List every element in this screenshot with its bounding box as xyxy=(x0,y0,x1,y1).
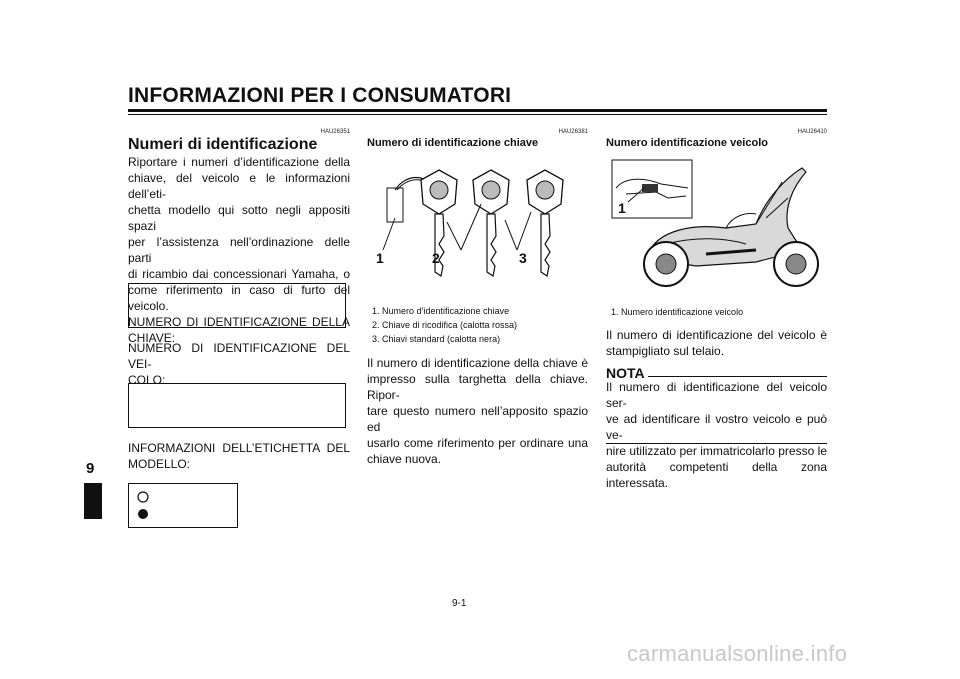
section-code: HAU26351 xyxy=(320,129,350,135)
note-rule-top xyxy=(648,376,827,377)
vehicle-number-box xyxy=(128,383,346,428)
caption-line: 2. Chiave di ricodifica (calotta rossa) xyxy=(372,320,518,330)
section-code: HAU26381 xyxy=(558,129,588,135)
section-heading: Numero identificazione veicolo xyxy=(606,137,768,149)
note-rule-bottom xyxy=(606,443,827,444)
text-line: Il numero di identificazione del veicolo è xyxy=(606,328,827,342)
key-2 xyxy=(473,170,509,276)
text-line: autorità competenti della zona interessata. xyxy=(606,460,827,490)
text-line: di ricambio dai concessionari Yamaha, o xyxy=(128,267,350,281)
text-line: per l’assistenza nell’ordinazione delle parti xyxy=(128,235,350,265)
filled-circle-icon xyxy=(138,509,148,519)
figure-captions xyxy=(372,304,588,346)
text-line: NUMERO DI IDENTIFICAZIONE DELLA xyxy=(128,315,350,329)
vehicle-body-paragraph xyxy=(606,327,827,359)
text-line: chetta modello qui sotto negli appositi spazi xyxy=(128,203,350,233)
figure-label-1: 1 xyxy=(376,250,384,266)
key-body-paragraph xyxy=(367,355,588,467)
text-line: Il numero di identificazione del veicolo ser- xyxy=(606,380,827,410)
text-line: chiave nuova. xyxy=(367,452,442,466)
text-line: nire utilizzato per immatricolarlo presso le xyxy=(606,444,827,458)
text-line: Il numero di identificazione della chiave è xyxy=(367,356,588,370)
model-label-symbols xyxy=(129,484,237,527)
figure-label-3: 3 xyxy=(519,250,527,266)
text-line: usarlo come riferimento per ordinare una xyxy=(367,436,588,450)
text-line: come riferimento in caso di furto del veicolo. xyxy=(128,283,350,313)
text-line: ve ad identificare il vostro veicolo e può ve- xyxy=(606,412,827,442)
text-line: CHIAVE: xyxy=(128,331,176,345)
text-line: Riportare i numeri d’identificazione della xyxy=(128,155,350,169)
keys-illustration xyxy=(367,162,589,298)
text-line: COLO: xyxy=(128,373,166,387)
figure-caption: 1. Numero identificazione veicolo xyxy=(611,307,744,317)
key-number-box xyxy=(128,283,346,328)
text-line: chiave, del veicolo e le informazioni dell’eti- xyxy=(128,171,350,201)
text-line: stampigliato sul telaio. xyxy=(606,344,725,358)
figure-label-2: 2 xyxy=(432,250,440,266)
figure-label-1: 1 xyxy=(618,200,626,216)
section-heading: Numero di identificazione chiave xyxy=(367,137,539,149)
text-line: NUMERO DI IDENTIFICAZIONE DEL VEI- xyxy=(128,341,350,371)
text-line: tare questo numero nell’apposito spazio ed xyxy=(367,404,588,434)
vehicle-number-label xyxy=(128,340,350,388)
header-rule-thin xyxy=(128,114,827,115)
note-title: NOTA xyxy=(606,365,645,381)
chapter-tab xyxy=(84,483,102,519)
text-line: MODELLO: xyxy=(128,457,191,471)
text-line: impresso sulla targhetta della chiave. Ripor- xyxy=(367,372,588,402)
model-label-box xyxy=(128,483,238,528)
text-line: INFORMAZIONI DELL’ETICHETTA DEL xyxy=(128,441,350,455)
scooter-illustration xyxy=(606,158,828,298)
note-paragraph xyxy=(606,379,827,491)
open-circle-icon xyxy=(138,492,148,502)
section-heading: Numeri di identificazione xyxy=(128,136,318,153)
caption-line: 1. Numero d’identificazione chiave xyxy=(372,306,510,316)
section-code: HAU26410 xyxy=(797,129,827,135)
page-number: 9-1 xyxy=(452,598,467,609)
chapter-number: 9 xyxy=(86,460,95,477)
header-rule-thick xyxy=(128,109,827,112)
watermark: carmanualsonline.info xyxy=(627,641,848,666)
page-title: INFORMAZIONI PER I CONSUMATORI xyxy=(128,84,512,107)
model-label xyxy=(128,440,350,472)
key-3 xyxy=(527,170,563,276)
caption-line: 3. Chiavi standard (calotta nera) xyxy=(372,334,501,344)
